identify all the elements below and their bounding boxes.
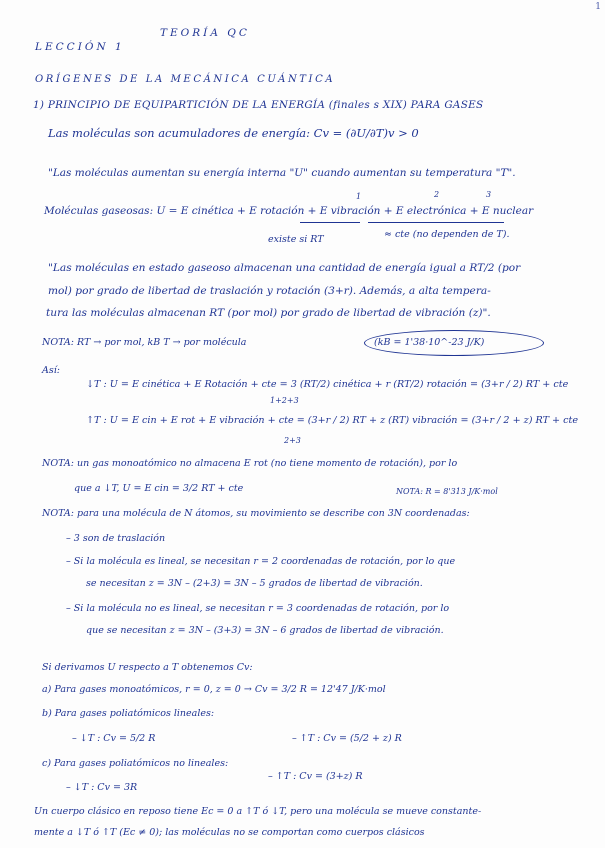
text-line: NOTA: R = 8'313 J/K·mol [396, 487, 498, 496]
subscript-label: 2+3 [284, 436, 301, 445]
lesson-heading: LECCIÓN 1 [35, 41, 125, 53]
section-heading: 1) PRINCIPIO DE EQUIPARTICIÓN DE LA ENERGÍA (finales s XIX) PARA GASES [33, 99, 484, 111]
equation-line: ↑T : U = E cin + E rot + E vibración + cte = (3+r / 2) RT + z (RT) vibración = (3+r / 2 + z) RT + cte [86, 415, 579, 426]
page-number: 1 [595, 2, 601, 12]
text-line: Las moléculas son acumuladores de energía: Cv = (∂U/∂T)v > 0 [48, 126, 419, 140]
list-item: – Si la molécula es lineal, se necesitan r = 2 coordenadas de rotación, por lo que [66, 556, 456, 567]
list-item: – Si la molécula no es lineal, se necesitan r = 3 coordenadas de rotación, por lo [66, 603, 450, 614]
text-line: se necesitan z = 3N – (2+3) = 3N – 5 grados de libertad de vibración. [86, 578, 423, 589]
text-line: – ↓T : Cv = 5/2 R [72, 733, 156, 744]
text-line: que a ↓T, U = E cin = 3/2 RT + cte [74, 483, 244, 494]
text-line: mente a ↓T ó ↑T (Ec ≠ 0); las moléculas no se comportan como cuerpos clásicos [34, 827, 425, 838]
list-item: – 3 son de traslación [66, 533, 166, 544]
text-line: a) Para gases monoatómicos, r = 0, z = 0 → Cv = 3/2 R = 12'47 J/K·mol [42, 684, 386, 695]
text-line: "Las moléculas aumentan su energía interna "U" cuando aumentan su temperatura "T". [48, 167, 516, 179]
text-line: b) Para gases poliatómicos lineales: [42, 708, 215, 719]
text-line: que se necesitan z = 3N – (3+3) = 3N – 6 grados de libertad de vibración. [86, 625, 444, 636]
text-line: Si derivamos U respecto a T obtenemos Cv: [42, 662, 253, 673]
text-line: tura las moléculas almacenan RT (por mol) por grado de libertad de vibración (z)". [46, 307, 491, 319]
text-line: Moléculas gaseosas: U = E cinética + E rotación + E vibración + E electrónica + E nuclear [44, 205, 534, 217]
text-line: Así: [42, 365, 60, 376]
text-line: – ↑T : Cv = (5/2 + z) R [292, 733, 402, 744]
text-line: existe si RT [268, 234, 324, 245]
text-line: NOTA: para una molécula de N átomos, su movimiento se describe con 3N coordenadas: [42, 508, 470, 519]
page-title: TEORÍA QC [160, 27, 250, 39]
text-line: ≈ cte (no dependen de T). [384, 229, 510, 240]
text-line: Un cuerpo clásico en reposo tiene Ec = 0 a ↑T ó ↓T, pero una molécula se mueve constante- [34, 806, 482, 817]
text-line: NOTA: RT → por mol, kB T → por molécula [42, 337, 247, 348]
text-line: mol) por grado de libertad de traslación y rotación (3+r). Además, a alta tempera- [48, 285, 491, 297]
boltzmann-constant: (kB = 1'38·10^-23 J/K) [374, 337, 485, 348]
underbrace [300, 222, 360, 223]
main-heading: ORÍGENES DE LA MECÁNICA CUÁNTICA [35, 74, 336, 85]
superscript-label: 1 [356, 192, 362, 201]
subscript-label: 1+2+3 [270, 396, 299, 405]
underbrace [368, 222, 504, 223]
text-line: c) Para gases poliatómicos no lineales: [42, 758, 229, 769]
text-line: NOTA: un gas monoatómico no almacena E rot (no tiene momento de rotación), por lo [42, 458, 458, 469]
text-line: – ↑T : Cv = (3+z) R [268, 771, 363, 782]
text-line: "Las moléculas en estado gaseoso almacenan una cantidad de energía igual a RT/2 (por [48, 262, 521, 274]
text-line: – ↓T : Cv = 3R [66, 782, 138, 793]
superscript-label: 3 [486, 190, 492, 199]
equation-line: ↓T : U = E cinética + E Rotación + cte = 3 (RT/2) cinética + r (RT/2) rotación = (3+r / 2) RT + cte [86, 379, 569, 390]
superscript-label: 2 [434, 190, 440, 199]
